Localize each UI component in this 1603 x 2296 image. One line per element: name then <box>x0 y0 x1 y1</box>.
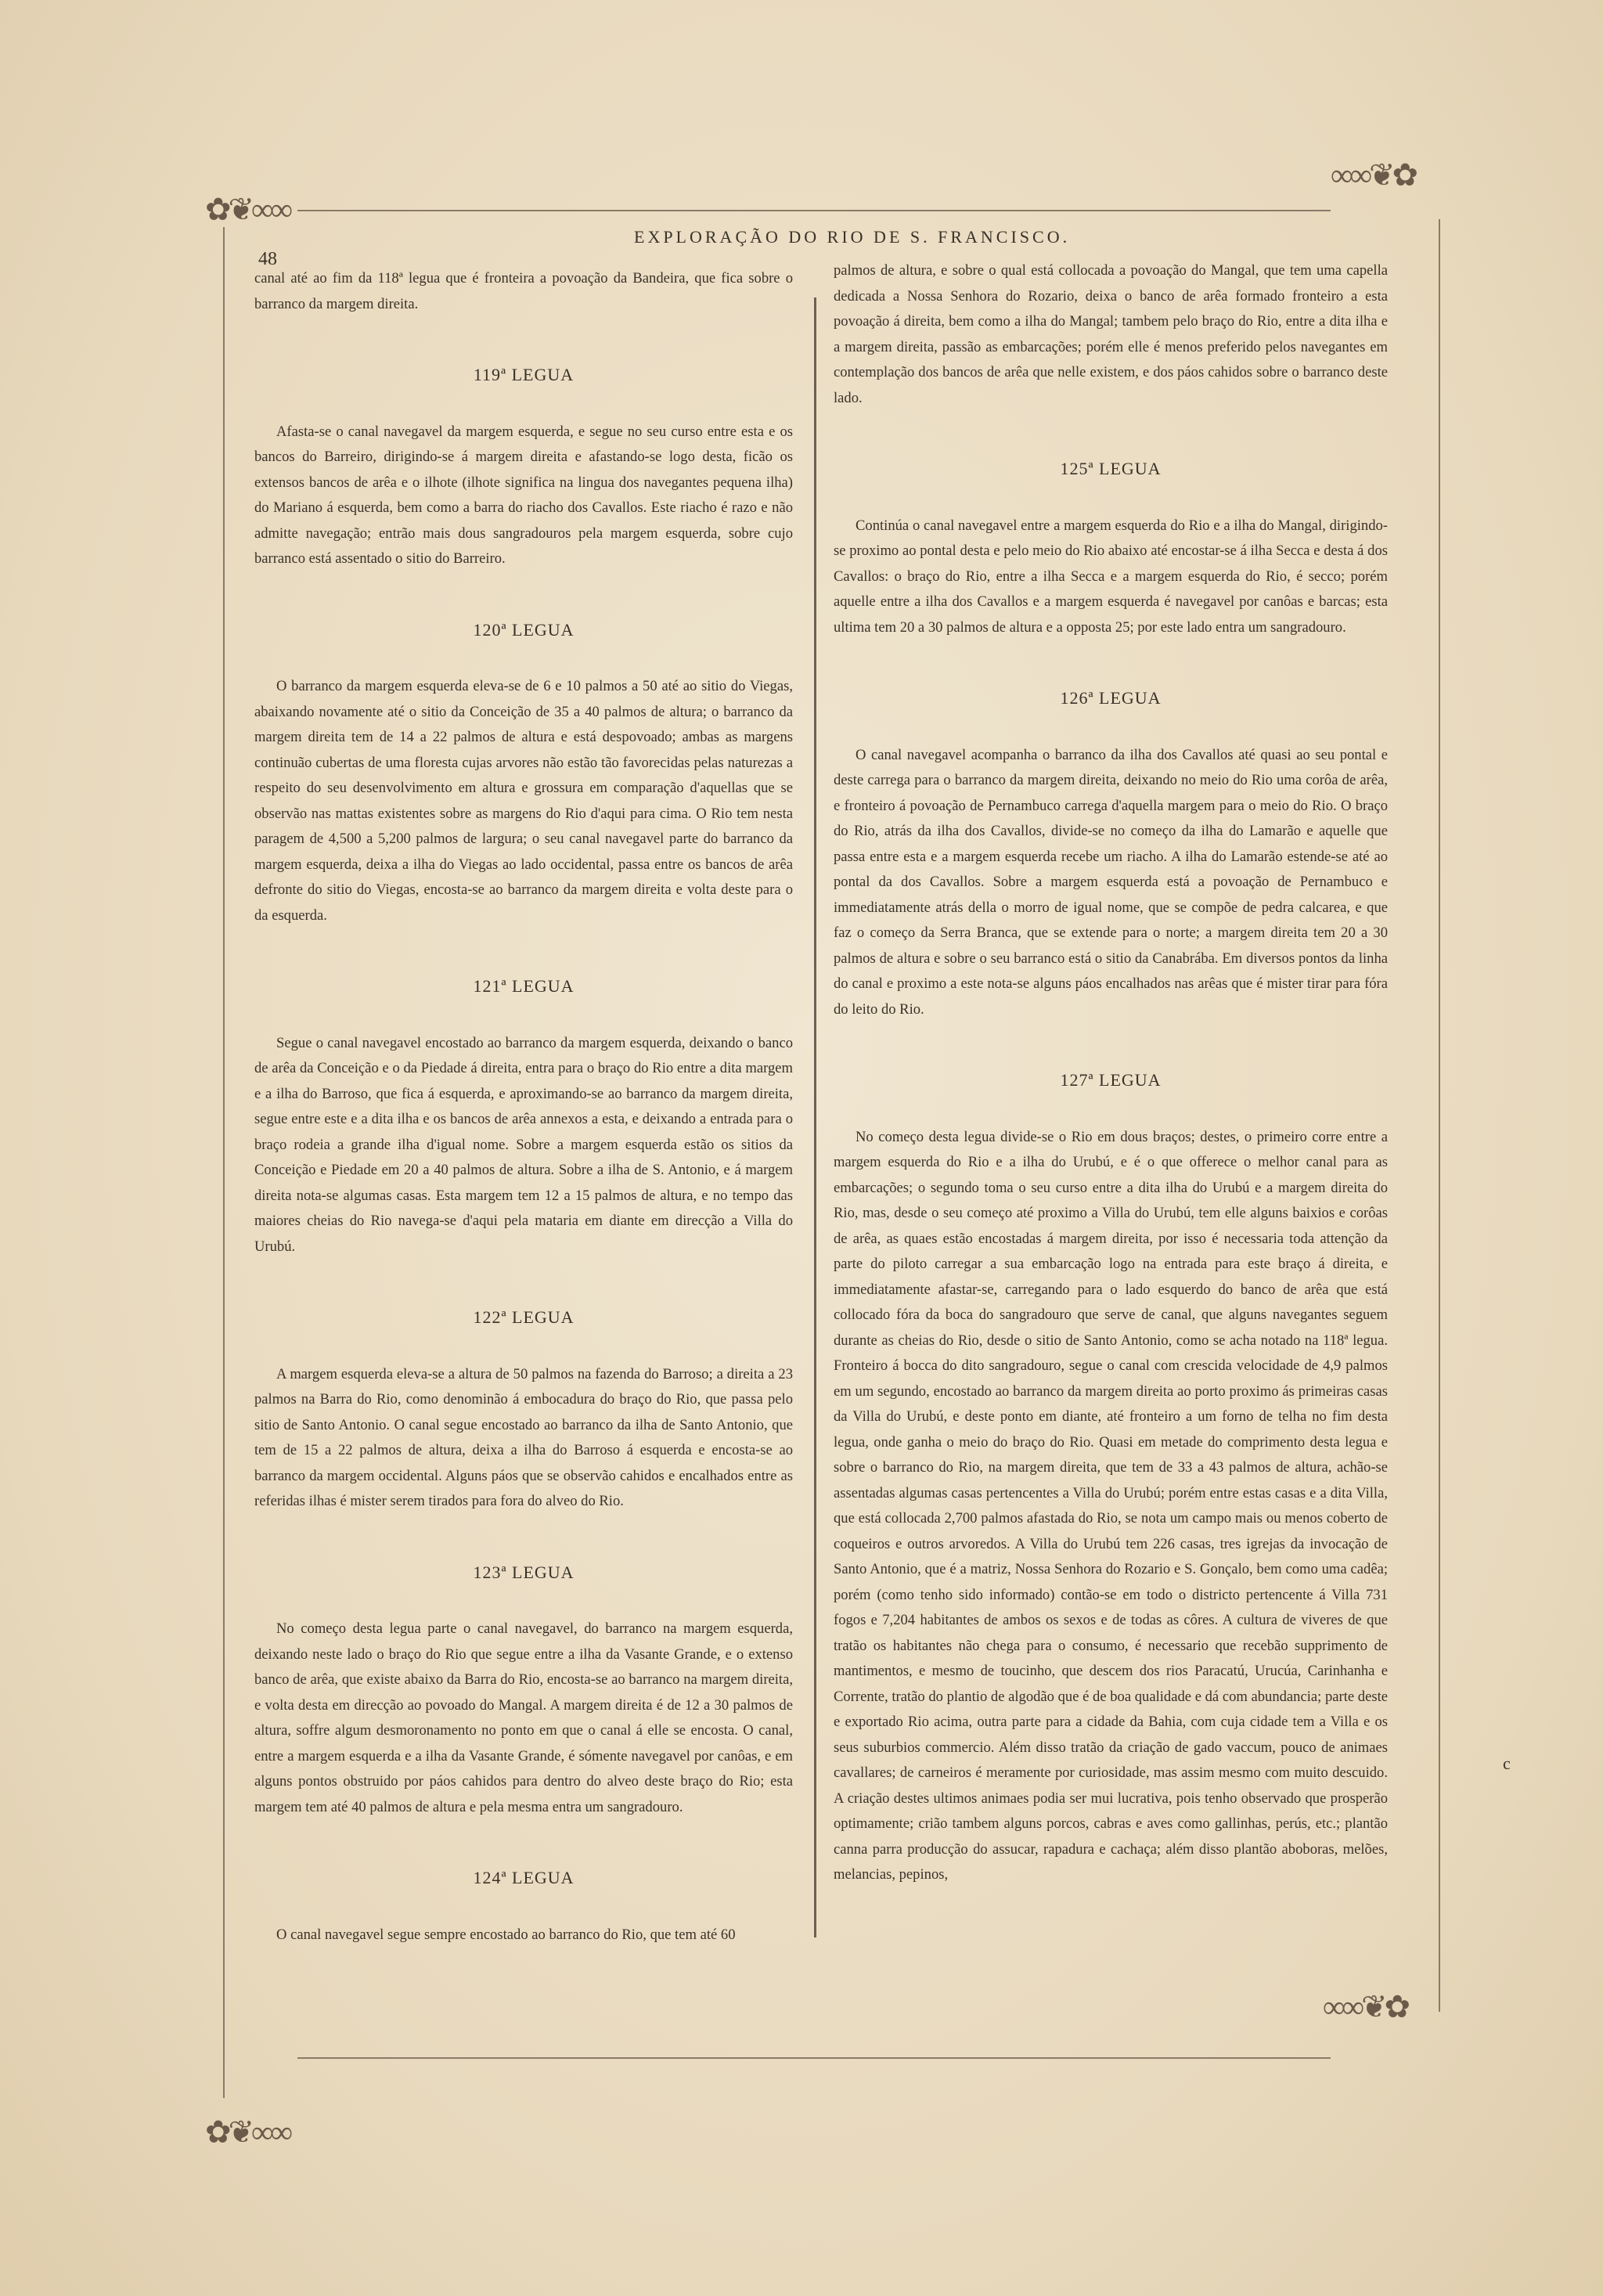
paragraph: Segue o canal navegavel encostado ao barranco da margem esquerda, deixando o banco de arêa da Conceição e o da Piedade á direita, entra para o braço do Rio entre a dita margem e a ilha do Barroso, que fica á esquerda, e aproximando-se ao barranco da margem direita, segue entre este e a dita ilha e os bancos de arêa annexos a esta, e deixando a entrada para o braço rodeia a grande ilha d'igual nome. Sobre a margem esquerda estão os sitios da Conceição e Piedade em 20 a 40 palmos de altura. Sobre a ilha de S. Antonio, e á margem direita nota-se algumas casas. Esta margem tem 12 a 15 palmos de altura, e no tempo das maiores cheias do Rio navega-se d'aqui pela mataria em diante em direcção a Villa do Urubú. <box>254 1034 793 1255</box>
page-number: 48 <box>258 249 277 269</box>
paragraph: A margem esquerda eleva-se a altura de 50 palmos na fazenda do Barroso; a direita a 23 palmos na Barra do Rio, como denominão á embocadura do braço do Rio, que passa pelo sitio de Santo Antonio. O canal segue encostado ao barranco da ilha de Santo Antonio, que tem de 15 a 22 palmos de altura, deixa a ilha do Barroso á esquerda e encosta-se ao barranco da margem occidental. Alguns páos que se observão cahidos e encalhados entre as referidas ilhas é mister serem tirados para fora do alveo do Rio. <box>254 1365 793 1509</box>
paragraph: canal até ao fim da 118ª legua que é fronteira a povoação da Bandeira, que fica sobre o barranco da margem direita. <box>254 270 793 312</box>
paragraph: O barranco da margem esquerda eleva-se de 6 e 10 palmos a 50 até ao sitio do Viegas, abaixando novamente até o sitio da Conceição de 35 a 40 palmos de altura; o barranco da margem direita tem de 14 a 22 palmos de altura e está despovoado; ambas as margens continuão cubertas de uma floresta cujas arvores não estão tão favorecidas pelas naturezas a respeito do seu desenvolvimento em altura e grossura em comparação d'aquellas que se observão nas mattas existentes sobre as margens do Rio d'aqui para cima. O Rio tem nesta paragem de 4,500 a 5,200 palmos de largura; o seu canal navegavel parte do barranco da margem esquerda, deixa a ilha do Viegas ao lado occidental, passa entre os bancos de arêa defronte do sitio do Viegas, encosta-se ao barranco da margem direita e volta deste para o da esquerda. <box>254 678 793 924</box>
section-heading: 120ª LEGUA <box>473 619 575 640</box>
paragraph: O canal navegavel segue sempre encostado ao barranco do Rio, que tem até 60 <box>276 1926 736 1943</box>
column-divider <box>814 297 816 1937</box>
section-heading: 122ª LEGUA <box>473 1307 575 1327</box>
border-rule-top <box>297 210 1331 211</box>
section-heading: 124ª LEGUA <box>473 1868 575 1887</box>
paragraph: Afasta-se o canal navegavel da margem esquerda, e segue no seu curso entre esta e os bancos do Barreiro, dirigindo-se á margem direita e afastando-se logo desta, ficão os extensos bancos de arêa e o ilhote (ilhote significa na lingua dos navegantes pequena ilha) do Mariano á esquerda, bem como a barra do riacho dos Cavallos. Este riacho é razo e não admitte navegação; entrão mais dous sangradouros pela margem esquerda, sobre cujo barranco está assentado o sitio do Barreiro. <box>254 423 793 567</box>
margin-mark: c <box>1503 1754 1511 1773</box>
ornament-bottom-left: ✿❦∞∞ <box>205 2114 290 2150</box>
ornament-top-right: ∞∞❦✿ <box>1331 157 1416 193</box>
paragraph: O canal navegavel acompanha o barranco da ilha dos Cavallos até quasi ao seu pontal e deste carrega para o barranco da margem direita, deixando no meio do Rio uma corôa de arêa, e fronteiro á povoação de Pernambuco carrega d'aquella margem para o meio do Rio. O braço do Rio, atrás da ilha dos Cavallos, divide-se no começo da ilha do Lamarão e aquelle que passa entre esta e a margem esquerda recebe um riacho. A ilha do Lamarão estende-se até ao pontal da dos Cavallos. Sobre a margem esquerda está a povoação de Pernambuco e immediatamente atrás della o morro de igual nome, que se compõe de pedra calcarea, e que faz o começo da Serra Branca, que se extende para o norte; a margem direita tem 20 a 30 palmos de altura e sobre o seu barranco está o sitio da Canabrába. Em diversos pontos da linha do canal e proximo a este nota-se alguns páos encalhados nas arêas que é mister tirar para fóra do leito do Rio. <box>834 746 1388 1018</box>
ornament-bottom-right: ∞∞❦✿ <box>1323 1989 1408 2024</box>
paragraph: palmos de altura, e sobre o qual está collocada a povoação do Mangal, que tem uma capella dedicada a Nossa Senhora do Rozario, deixa o banco de arêa formado fronteiro a esta povoação á direita, bem como a ilha do Mangal; tambem pelo braço do Rio, entre a dita ilha e a margem direita, passão as embarcações; porém elle é menos preferido pelos navegantes em contemplação dos bancos de arêa que nelle existem, e dos páos cahidos sobre o barranco deste lado. <box>834 262 1388 406</box>
ornament-top-left: ✿❦∞∞ <box>205 192 290 227</box>
section-heading: 119ª LEGUA <box>473 365 575 384</box>
border-rule-bottom <box>297 2057 1331 2059</box>
section-heading: 127ª LEGUA <box>1060 1070 1162 1090</box>
running-title: EXPLORAÇÃO DO RIO DE S. FRANCISCO. <box>634 227 1071 247</box>
right-column <box>834 258 1388 1888</box>
section-heading: 125ª LEGUA <box>1060 459 1162 478</box>
section-heading: 126ª LEGUA <box>1060 688 1162 708</box>
section-heading: 123ª LEGUA <box>473 1562 575 1582</box>
paragraph: No começo desta legua divide-se o Rio em dous braços; destes, o primeiro corre entre a margem esquerda do Rio e a ilha do Urubú, e é o que offerece o melhor canal para as embarcações; o segundo toma o seu curso entre a dita ilha do Urubú e a margem direita do Rio, mas, desde o seu começo até proximo a Villa do Urubú, tem elle alguns baixios e corôas de arêa, as quaes estão encostadas á margem direita, por isso é necessaria toda attenção da parte do piloto carregar a sua embarcação logo na entrada para este braço á direita, e immediatamente afastar-se, carregando para o lado esquerdo do banco de arêa que está collocado fóra da boca do sangradouro que serve de canal, que alguns navegantes seguem durante as cheias do Rio, desde o sitio de Santo Antonio, como se acha notado na 118ª legua. Fronteiro á bocca do dito sangradouro, segue o canal com crescida velocidade de 4,9 palmos em um segundo, encostado ao barranco da margem direita ao porto proximo ás primeiras casas da Villa do Urubú, e deste ponto em diante, até fronteiro a um forno de telha no fim desta legua, onde ganha o meio do braço do Rio. Quasi em metade do comprimento desta legua e sobre o barranco do Rio, na margem direita, que tem de 33 a 43 palmos de altura, achão-se assentadas algumas casas pertencentes a Villa do Urubú; porém entre estas casas e a dita Villa, que está collocada 2,700 palmos afastada do Rio, se nota um campo mais ou menos coberto de coqueiros e outros arvoredos. A Villa do Urubú tem 226 casas, tres igrejas da invocação de Santo Antonio, que é a matriz, Nossa Senhora do Rozario e S. Gonçalo, bem como uma cadêa; porém (como tenho sido informado) contão-se em todo o districto pertencente á Villa 731 fogos e 7,204 habitantes de ambos os sexos e de todas as côres. A cultura de viveres de que tratão os habitantes não chega para o consumo, é necessario que recebão supprimento de mantimentos, e mesmo de toucinho, que descem dos rios Paracatú, Urucúa, Carinhanha e Corrente, tratão do plantio de algodão que é de boa qualidade e dá com abundancia; parte deste e exportado Rio acima, outra parte para a cidade da Bahia, com cuja cidade tem a Villa e os seus suburbios commercio. Além disso tratão da criação de gado vaccum, pouco de animaes cavallares; de carneiros é meramente por curiosidade, mas assim mesmo com muito descuido. A criação destes ultimos animaes podia ser mui lucrativa, pois tenho observado que prosperão optimamente; crião tambem alguns porcos, cabras e aves como gallinhas, perús, etc.; plantão canna parra producção do assucar, rapadura e cachaça; além disso plantão aboboras, melões, melancias, pepinos, <box>834 1128 1388 1883</box>
border-rule-right <box>1439 219 1440 2012</box>
paragraph: Continúa o canal navegavel entre a margem esquerda do Rio e a ilha do Mangal, dirigindo-se proximo ao pontal desta e pelo meio do Rio abaixo até encostar-se á ilha Secca e desta á dos Cavallos: o braço do Rio, entre a ilha Secca e a margem esquerda do Rio, é secco; porém aquelle entre a ilha dos Cavallos e a margem esquerda é navegavel por canôas e barcas; esta ultima tem 20 a 30 palmos de altura e a opposta 25; por este lado entra um sangradouro. <box>834 517 1388 636</box>
section-heading: 121ª LEGUA <box>473 976 575 996</box>
border-rule-left <box>223 227 225 2098</box>
paragraph: No começo desta legua parte o canal navegavel, do barranco na margem esquerda, deixando neste lado o braço do Rio que segue entre a ilha da Vasante Grande, e o extenso banco de arêa, que existe abaixo da Barra do Rio, encosta-se ao barranco na margem direita, e volta desta em direcção ao povoado do Mangal. A margem direita é de 12 a 30 palmos de altura, soffre algum desmoronamento no ponto em que o canal á elle se encosta. O canal, entre a margem esquerda e a ilha da Vasante Grande, é sómente navegavel por canôas, e em alguns pontos obstruido por páos cahidos para dentro do alveo deste braço do Rio; esta margem tem até 40 palmos de altura e pela mesma entra um sangradouro. <box>254 1620 793 1815</box>
left-column <box>254 266 793 1948</box>
